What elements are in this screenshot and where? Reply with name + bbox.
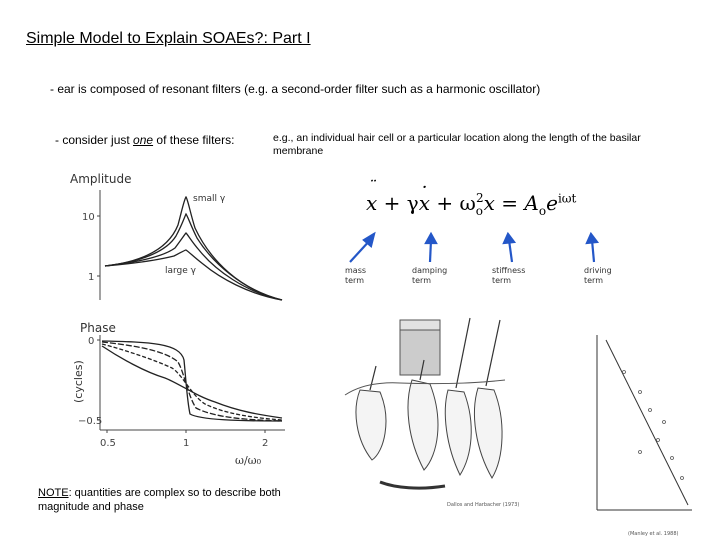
amplitude-plot <box>70 172 282 300</box>
phase-curve-3 <box>102 344 282 420</box>
scatter-credit: (Manley et al. 1988) <box>628 531 679 537</box>
phase-xtick-label-1: 1 <box>183 438 190 449</box>
hair-cell-4 <box>474 388 502 478</box>
scatter-figure <box>597 335 692 537</box>
phase-tick-label-0: 0 <box>88 336 95 347</box>
scatter-fit-line <box>606 340 688 505</box>
point <box>681 477 684 480</box>
phase-plot <box>72 321 285 467</box>
nerve-fiber <box>380 482 445 488</box>
slide-title: Simple Model to Explain SOAEs?: Part I <box>26 30 311 47</box>
phase-curve-small-gamma <box>102 341 282 421</box>
bullet-emph: one <box>133 133 154 147</box>
amplitude-title: Amplitude <box>70 172 132 186</box>
point <box>671 457 674 460</box>
point <box>639 391 642 394</box>
amplitude-curves <box>105 197 282 300</box>
phase-x-label: ω/ω₀ <box>235 454 262 467</box>
hair-cell-figure <box>345 318 519 508</box>
arrow-damping-head <box>426 234 436 243</box>
tectorial-top <box>400 320 440 330</box>
label-large-gamma: large γ <box>165 266 196 276</box>
eq-e: e <box>546 191 558 215</box>
eq-omega-sup: 2 <box>476 191 484 206</box>
phase-y-label: (cycles) <box>72 360 85 403</box>
cilia-3 <box>456 318 470 388</box>
phase-tick-label-neg: −0.5 <box>78 416 103 427</box>
cilia-4 <box>486 320 500 386</box>
label-mass-term: mass term <box>345 266 367 285</box>
bullet-resonant-filters: - ear is composed of resonant filters (e.g. a second-order filter such as a harmonic oscillator) <box>50 82 541 96</box>
point <box>649 409 652 412</box>
label-stiffness-term: stiffness term <box>492 266 526 285</box>
eq-gamma: + γ <box>377 191 419 215</box>
point <box>639 451 642 454</box>
hair-cell-1 <box>356 390 386 460</box>
hair-cell-3 <box>445 390 471 475</box>
eq-x-dot: · x <box>419 191 430 215</box>
phase-curve-large-gamma <box>102 346 282 418</box>
eq-x-ddot: ¨ x <box>366 191 377 215</box>
point <box>663 421 666 424</box>
arrow-driving-head <box>587 234 597 243</box>
hair-cells <box>356 380 502 478</box>
phase-curve-2 <box>102 342 282 421</box>
amp-tick-label-1: 1 <box>88 272 95 283</box>
amp-tick-label-10: 10 <box>82 212 95 223</box>
note-complex-quantities <box>38 486 328 514</box>
eq-omega: + ω <box>430 191 476 215</box>
phase-curves <box>102 341 282 421</box>
point <box>623 371 626 374</box>
bullet-prefix: - consider just <box>55 133 134 147</box>
label-driving-term: driving term <box>584 266 612 285</box>
eq-omega-sub: o <box>475 204 484 218</box>
amp-curve-small-gamma <box>105 197 282 300</box>
hair-cell-2 <box>408 380 438 470</box>
phase-xtick-label-2: 2 <box>262 438 269 449</box>
phase-title: Phase <box>80 321 116 335</box>
cilia-1 <box>370 366 376 390</box>
hair-cell-credit: Dallos and Harbacher (1973) <box>447 502 520 508</box>
label-damping-term: damping term <box>412 266 448 285</box>
eq-rhs: x = A <box>483 191 539 215</box>
note-label: NOTE <box>38 487 69 499</box>
eq-a-sub: o <box>538 204 547 218</box>
arrow-stiffness-head <box>504 234 514 243</box>
eq-exponent: iωt <box>557 191 577 206</box>
phase-xtick-label-05: 0.5 <box>100 438 116 449</box>
point <box>657 439 660 442</box>
note-text: : quantities are complex so to describe both magnitude and phase <box>38 487 281 513</box>
bullet-example-note: e.g., an individual hair cell or a particular location along the length of the basilar membrane <box>273 132 641 157</box>
bullet-suffix: of these filters: <box>153 133 235 147</box>
label-small-gamma: small γ <box>193 194 226 204</box>
equation-arrows <box>350 234 597 262</box>
scatter-points <box>623 371 684 480</box>
